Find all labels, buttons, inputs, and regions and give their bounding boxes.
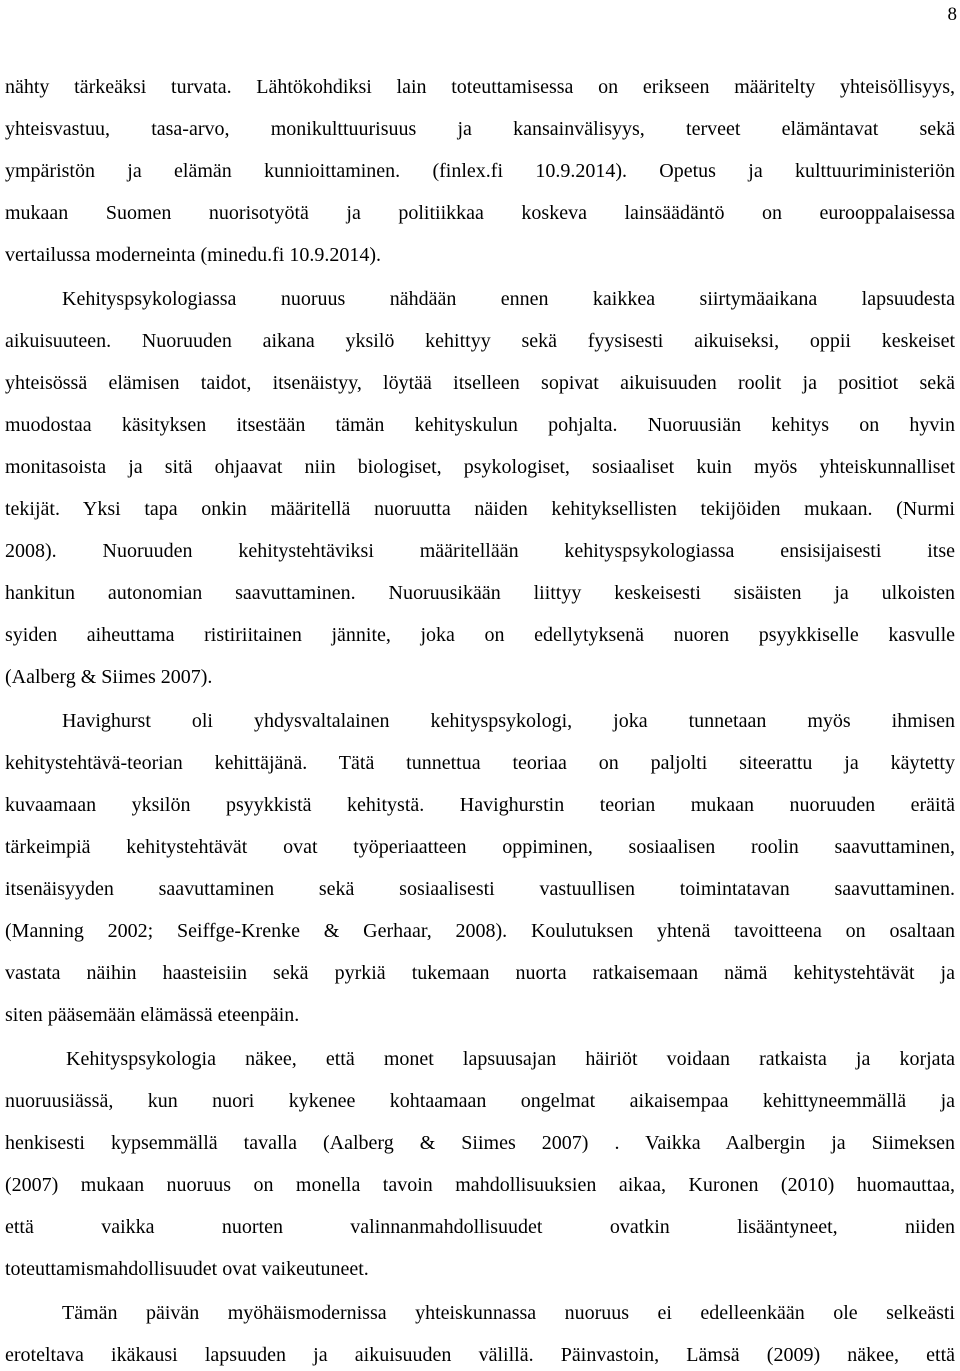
- text-line: hankitun autonomian saavuttaminen. Nuoruusikään liittyy keskeisesti sisäisten ja ulkoisten: [5, 582, 955, 604]
- text-line: toteuttamismahdollisuudet ovat vaikeutuneet.: [5, 1258, 369, 1280]
- text-line: tekijät. Yksi tapa onkin määritellä nuoruutta näiden kehityksellisten tekijöiden mukaan. (Nurmi: [5, 498, 955, 520]
- page-number: 8: [947, 4, 957, 25]
- text-line: vastata näihin haasteisiin sekä pyrkiä tukemaan nuorta ratkaisemaan nämä kehitystehtävät ja: [5, 962, 955, 984]
- text-line: nuoruusiässä, kun nuori kykenee kohtaamaan ongelmat aikaisempaa kehittyneemmällä ja: [5, 1090, 955, 1112]
- text-line: henkisesti kypsemmällä tavalla (Aalberg & Siimes 2007) . Vaikka Aalbergin ja Siimeksen: [5, 1132, 955, 1154]
- text-line: Tämän päivän myöhäismodernissa yhteiskunnassa nuoruus ei edelleenkään ole selkeästi: [62, 1302, 955, 1324]
- text-line: (Manning 2002; Seiffge-Krenke & Gerhaar, 2008). Koulutuksen yhtenä tavoitteena on osaltaan: [5, 920, 955, 942]
- text-line: vertailussa moderneinta (minedu.fi 10.9.2014).: [5, 244, 382, 266]
- text-line: ympäristön ja elämän kunnioittaminen. (finlex.fi 10.9.2014). Opetus ja kulttuuriministeriön: [5, 160, 955, 182]
- text-line: nähty tärkeäksi turvata. Lähtökohdiksi lain toteuttamisessa on erikseen määritelty yhteisöllisyys,: [5, 76, 955, 98]
- text-line: itsenäisyyden saavuttaminen sekä sosiaalisesti vastuullisen toimintatavan saavuttaminen.: [5, 878, 955, 900]
- text-line: muodostaa käsityksen itsestään tämän kehityskulun pohjalta. Nuoruusiän kehitys on hyvin: [5, 414, 955, 436]
- text-line: (2007) mukaan nuoruus on monella tavoin mahdollisuuksien aikaa, Kuronen (2010) huomauttaa,: [5, 1174, 955, 1196]
- text-line: tärkeimpiä kehitystehtävät ovat työperiaatteen oppiminen, sosiaalisen roolin saavuttaminen,: [5, 836, 955, 858]
- text-line: Havighurst oli yhdysvaltalainen kehityspsykologi, joka tunnetaan myös ihmisen: [62, 710, 955, 732]
- text-line: että vaikka nuorten valinnanmahdollisuudet ovatkin lisääntyneet, niiden: [5, 1216, 955, 1238]
- text-line: monitasoista ja sitä ohjaavat niin biologiset, psykologiset, sosiaaliset kuin myös yhteiskunnalliset: [5, 456, 955, 478]
- text-line: siten pääsemään elämässä eteenpäin.: [5, 1004, 300, 1026]
- text-line: (Aalberg & Siimes 2007).: [5, 666, 213, 688]
- text-line: syiden aiheuttama ristiriitainen jännite, joka on edellytyksenä nuoren psyykkiselle kasvulle: [5, 624, 955, 646]
- text-line: mukaan Suomen nuorisotyötä ja politiikkaa koskeva lainsäädäntö on eurooppalaisessa: [5, 202, 955, 224]
- text-line: Kehityspsykologia näkee, että monet lapsuusajan häiriöt voidaan ratkaista ja korjata: [66, 1048, 955, 1070]
- text-line: yhteisvastuu, tasa-arvo, monikulttuurisuus ja kansainvälisyys, terveet elämäntavat sekä: [5, 118, 955, 140]
- text-line: kehitystehtävä-teorian kehittäjänä. Tätä tunnettua teoriaa on paljolti siteerattu ja käytetty: [5, 752, 955, 774]
- text-line: Kehityspsykologiassa nuoruus nähdään ennen kaikkea siirtymäaikana lapsuudesta: [62, 288, 955, 310]
- text-line: kuvaamaan yksilön psyykkistä kehitystä. Havighurstin teorian mukaan nuoruuden eräitä: [5, 794, 955, 816]
- text-line: 2008). Nuoruuden kehitystehtäviksi määritellään kehityspsykologiassa ensisijaisesti itse: [5, 540, 955, 562]
- text-line: aikuisuuteen. Nuoruuden aikana yksilö kehittyy sekä fyysisesti aikuiseksi, oppii keskeiset: [5, 330, 955, 352]
- text-line: eroteltava ikäkausi lapsuuden ja aikuisuuden välillä. Päinvastoin, Lämsä (2009) näkee, että: [5, 1344, 955, 1366]
- text-line: yhteisössä elämisen taidot, itsenäistyy, löytää itselleen sopivat aikuisuuden roolit ja positiot sekä: [5, 372, 955, 394]
